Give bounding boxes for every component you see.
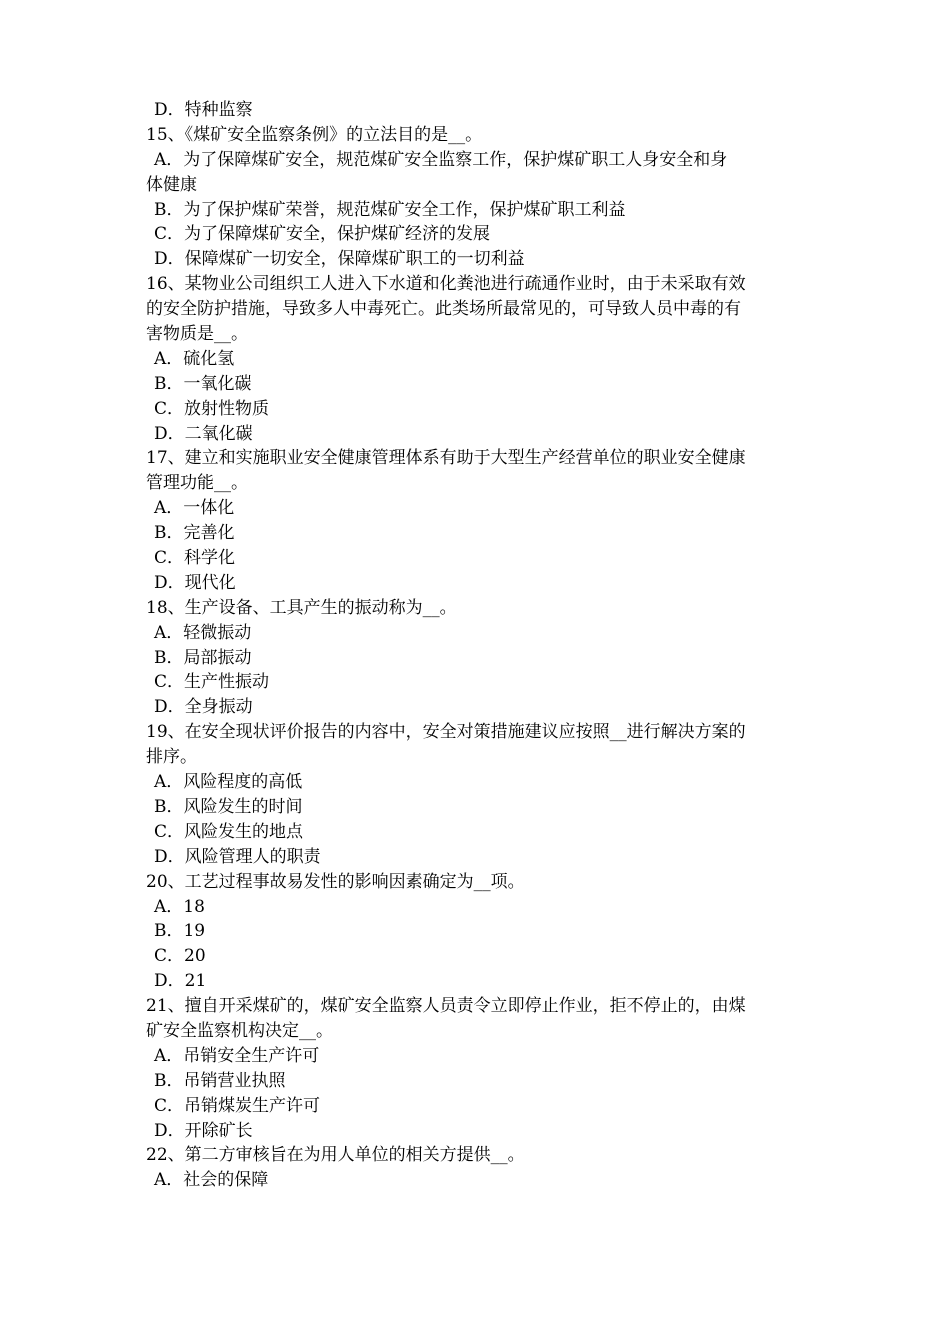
question-text: 15、《煤矿安全监察条例》的立法目的是__。 [146,124,483,145]
question-text: 的安全防护措施，导致多人中毒死亡。此类场所最常见的，可导致人员中毒的有 [146,299,741,320]
answer-option: C．为了保障煤矿安全，保护煤矿经济的发展 [154,224,491,245]
answer-option: D．保障煤矿一切安全，保障煤矿职工的一切利益 [154,249,525,270]
question-text: 19、在安全现状评价报告的内容中，安全对策措施建议应按照__进行解决方案的 [146,722,746,743]
answer-option: B．为了保护煤矿荣誉，规范煤矿安全工作，保护煤矿职工利益 [154,199,626,220]
question-text: 22、第二方审核旨在为用人单位的相关方提供__。 [146,1145,525,1166]
question-text: 20、工艺过程事故易发性的影响因素确定为__项。 [146,871,525,892]
document-page [146,98,818,1193]
answer-option: D．风险管理人的职责 [154,846,321,867]
question-text: 17、建立和实施职业安全健康管理体系有助于大型生产经营单位的职业安全健康 [146,448,746,469]
question-text: 体健康 [146,174,197,195]
answer-option: A．吊销安全生产许可 [154,1045,320,1066]
answer-option: C．风险发生的地点 [154,821,304,842]
question-text: 18、生产设备、工具产生的振动称为__。 [146,597,457,618]
answer-option: B．19 [154,921,206,942]
answer-option: B．吊销营业执照 [154,1070,286,1091]
answer-option: A．18 [154,896,205,917]
answer-option: A．轻微振动 [154,622,252,643]
answer-option: B．一氧化碳 [154,373,252,394]
answer-option: D．特种监察 [154,100,253,120]
question-text: 排序。 [146,747,197,768]
answer-option: D．21 [154,971,207,992]
answer-option: B．局部振动 [154,647,252,668]
answer-option: C．放射性物质 [154,398,270,419]
answer-option: A．社会的保障 [154,1170,269,1191]
question-text: 21、擅自开采煤矿的，煤矿安全监察人员责令立即停止作业，拒不停止的，由煤 [146,996,746,1017]
answer-option: C．生产性振动 [154,672,270,693]
answer-option: D．现代化 [154,572,236,593]
answer-option: D．开除矿长 [154,1120,253,1141]
question-text: 16、某物业公司组织工人进入下水道和化粪池进行疏通作业时，由于未采取有效 [146,274,746,295]
question-text: 害物质是__。 [146,324,248,345]
answer-option: C．20 [154,946,206,967]
answer-option: C．科学化 [154,548,236,569]
answer-option: C．吊销煤炭生产许可 [154,1095,321,1116]
question-text: 矿安全监察机构决定__。 [146,1020,333,1041]
answer-option: D．全身振动 [154,697,253,718]
question-text: 管理功能__。 [146,473,248,494]
answer-option: A．为了保障煤矿安全，规范煤矿安全监察工作，保护煤矿职工人身安全和身 [154,149,728,170]
answer-option: A．风险程度的高低 [154,772,303,793]
answer-option: D．二氧化碳 [154,423,253,444]
answer-option: A．硫化氢 [154,348,235,369]
answer-option: B．完善化 [154,523,235,544]
answer-option: A．一体化 [154,498,235,519]
answer-option: B．风险发生的时间 [154,796,303,817]
